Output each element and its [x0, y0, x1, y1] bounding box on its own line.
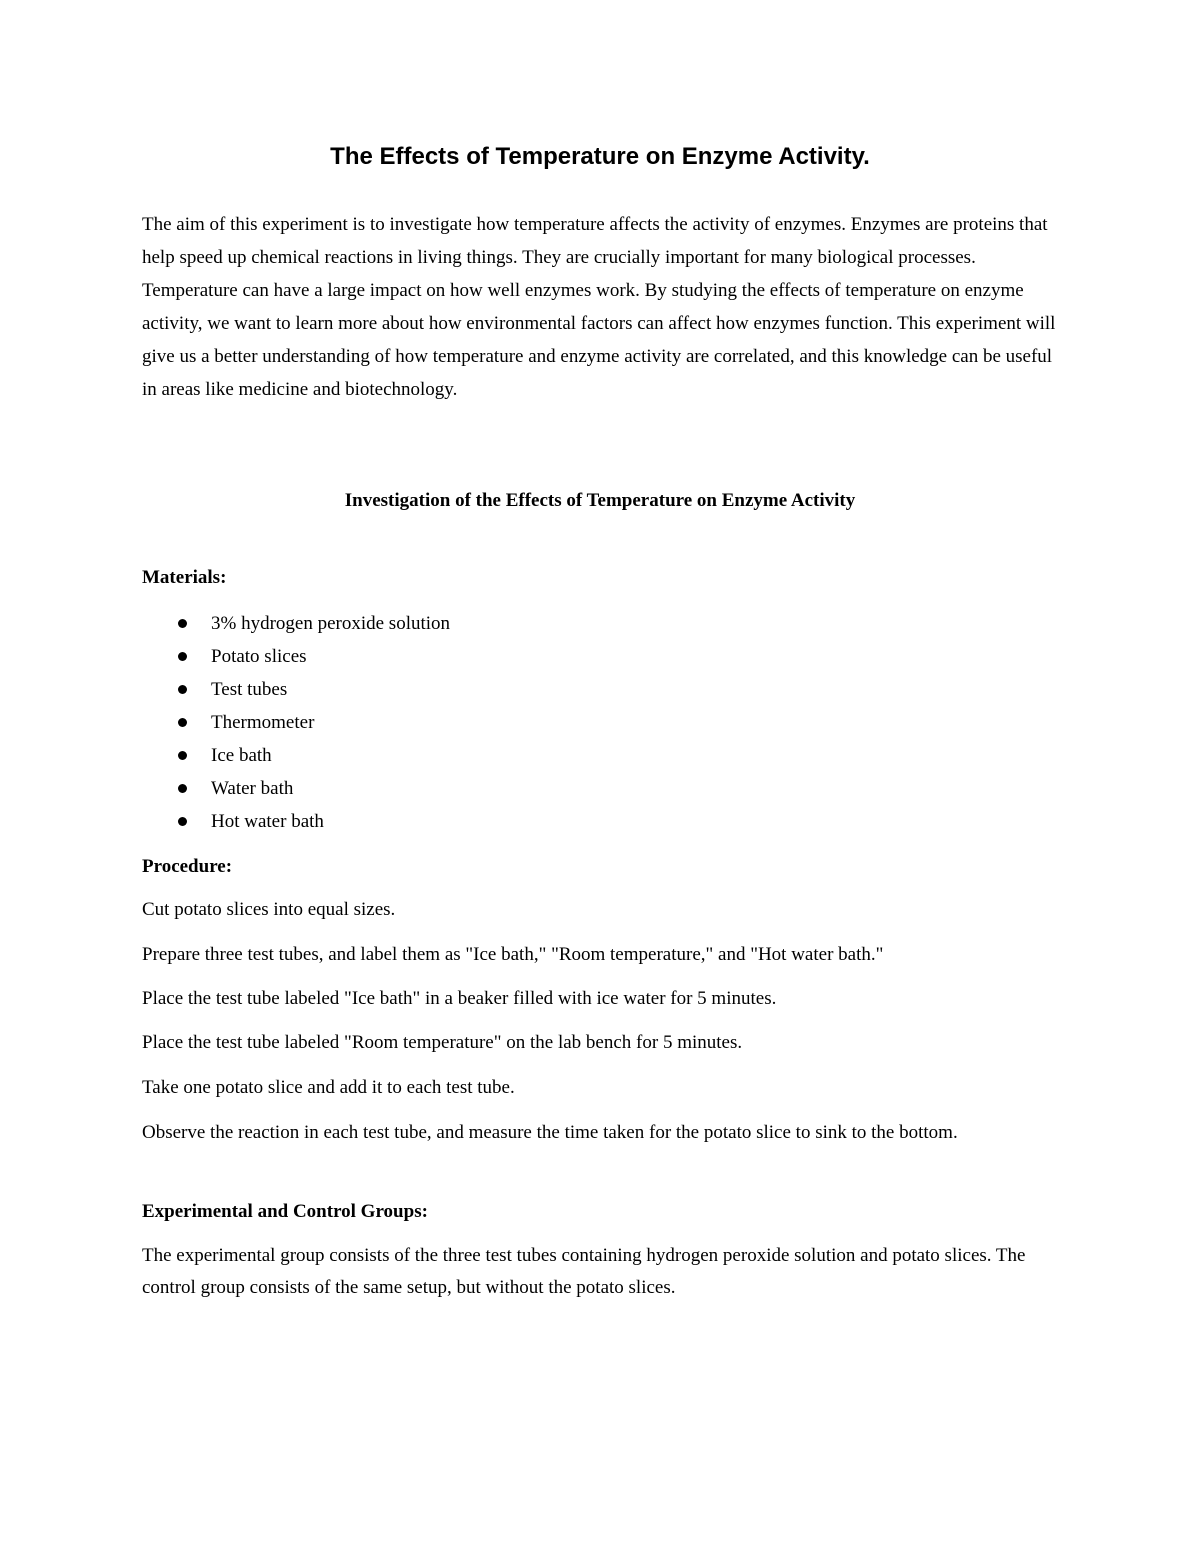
- material-label: Test tubes: [211, 679, 288, 700]
- procedure-step: Place the test tube labeled "Ice bath" in a beaker filled with ice water for 5 minutes.: [142, 988, 777, 1009]
- materials-list: [142, 607, 450, 838]
- document-title: The Effects of Temperature on Enzyme Activity.: [330, 143, 870, 170]
- section-subtitle: Investigation of the Effects of Temperature on Enzyme Activity: [344, 490, 856, 511]
- material-label: Hot water bath: [211, 811, 324, 832]
- procedure-heading: Procedure:: [142, 856, 233, 877]
- bullet-icon: [178, 718, 187, 727]
- procedure-step: Cut potato slices into equal sizes.: [142, 899, 396, 920]
- bullet-icon: [178, 685, 187, 694]
- groups-heading: Experimental and Control Groups:: [142, 1201, 428, 1222]
- material-label: Thermometer: [211, 712, 315, 733]
- materials-heading: Materials:: [142, 567, 227, 588]
- bullet-icon: [178, 619, 187, 628]
- list-item: [142, 805, 450, 838]
- list-item: [142, 640, 450, 673]
- material-label: 3% hydrogen peroxide solution: [211, 613, 451, 634]
- procedure-step: Observe the reaction in each test tube, and measure the time taken for the potato slice to sink to the bottom.: [142, 1122, 958, 1143]
- material-label: Ice bath: [211, 745, 272, 766]
- bullet-icon: [178, 817, 187, 826]
- groups-paragraph: The experimental group consists of the three test tubes containing hydrogen peroxide solution and potato slices. The control group consists of the same setup, but without the potato slices.: [142, 1245, 1026, 1298]
- procedure-step: Place the test tube labeled "Room temperature" on the lab bench for 5 minutes.: [142, 1032, 743, 1053]
- bullet-icon: [178, 784, 187, 793]
- bullet-icon: [178, 652, 187, 661]
- list-item: [142, 739, 450, 772]
- procedure-step: Take one potato slice and add it to each test tube.: [142, 1077, 515, 1098]
- list-item: [142, 607, 450, 640]
- material-label: Potato slices: [211, 646, 307, 667]
- intro-paragraph: The aim of this experiment is to investigate how temperature affects the activity of enzymes. Enzymes are proteins that help speed up chemical reactions in living things. They are crucially important for many biological processes. Temperature can have a large impact on how well enzymes work. By studying the effects of temperature on enzyme activity, we want to learn more about how environmental factors can affect how enzymes function. This experiment will give us a better understanding of how temperature and enzyme activity are correlated, and this knowledge can be useful in areas like medicine and biotechnology.: [142, 214, 1056, 400]
- procedure-step: Prepare three test tubes, and label them as "Ice bath," "Room temperature," and "Hot water bath.": [142, 944, 884, 965]
- list-item: [142, 772, 450, 805]
- list-item: [142, 673, 450, 706]
- material-label: Water bath: [211, 778, 294, 799]
- bullet-icon: [178, 751, 187, 760]
- list-item: [142, 706, 450, 739]
